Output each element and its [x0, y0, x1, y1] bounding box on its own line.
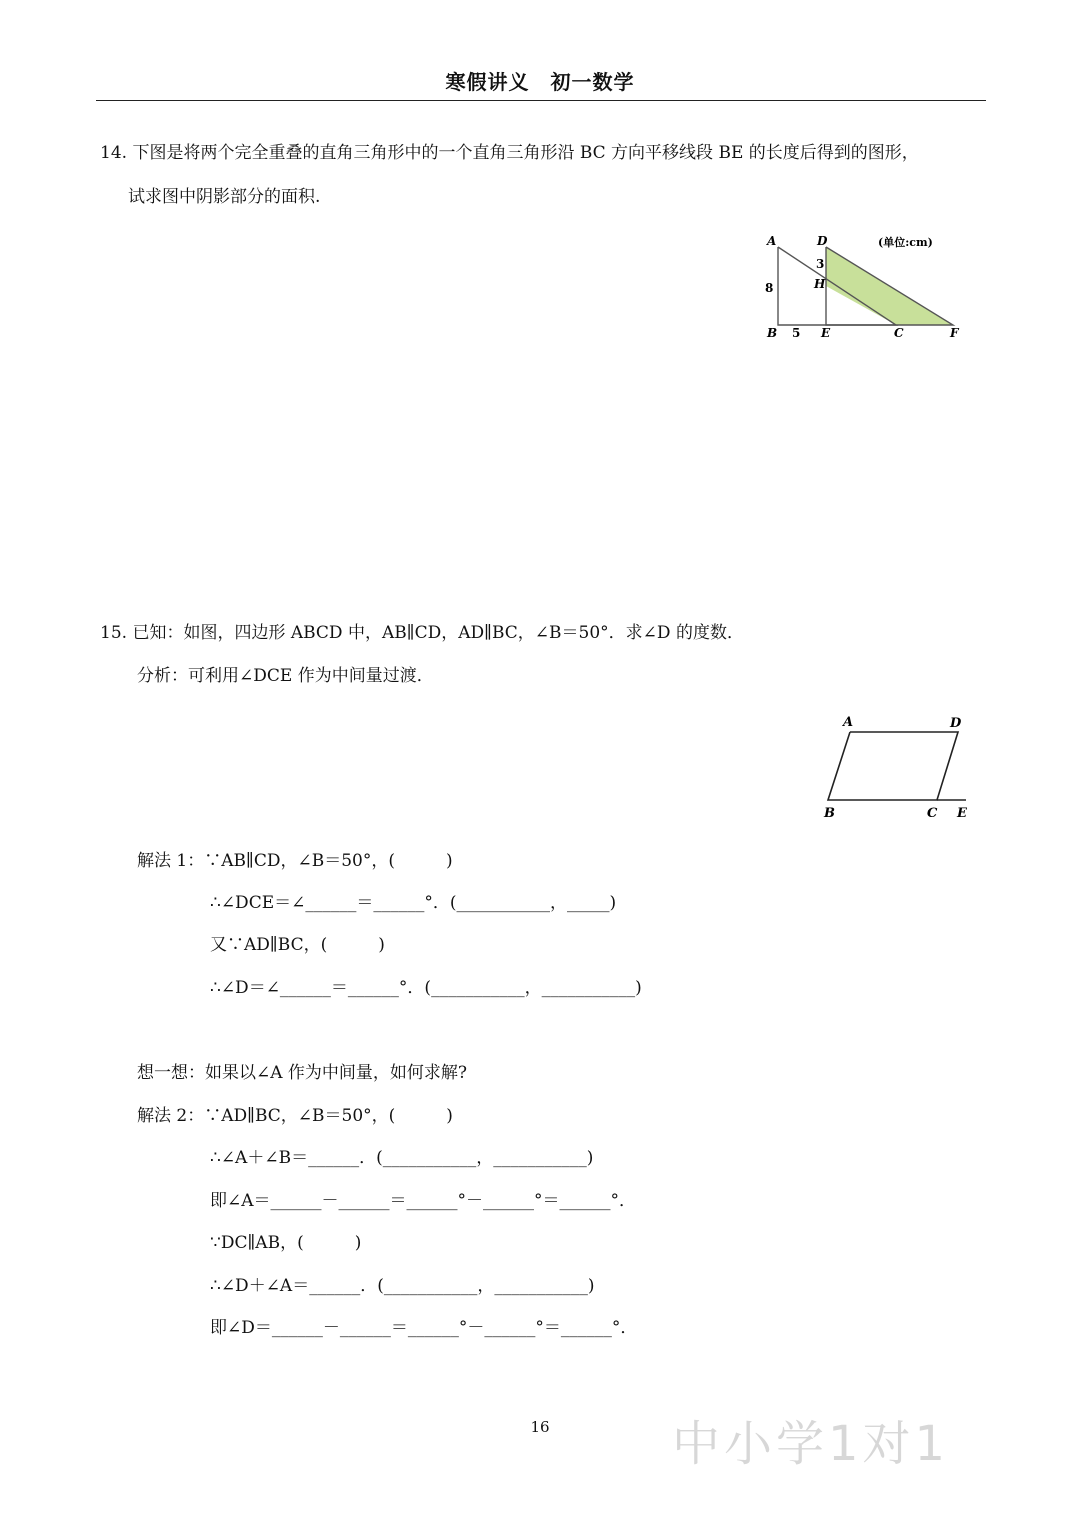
label-E: E	[957, 806, 967, 821]
page-header-title: 寒假讲义 初一数学	[445, 70, 635, 94]
q14-text-line1: 14. 下图是将两个完全重叠的直角三角形中的一个直角三角形沿 BC 方向平移线段 BE 的长度后得到的图形，	[100, 143, 919, 163]
label-B: B	[767, 326, 778, 340]
q14-text-line2: 试求图中阴影部分的面积.	[128, 187, 321, 207]
think-prompt: 想一想：如果以∠A 作为中间量，如何求解?	[137, 1063, 468, 1083]
q14-triangle-figure	[758, 228, 978, 348]
method1-line1: 解法 1：∵AB∥CD，∠B＝50°，( )	[137, 851, 453, 871]
watermark: 中小学1对1	[672, 1416, 950, 1472]
method2-line4: ∵DC∥AB，( )	[210, 1233, 362, 1253]
parallelogram-abcd	[828, 732, 958, 800]
method2-line2: ∴∠A＋∠B＝______．(___________，___________)	[210, 1148, 594, 1168]
q15-parallelogram-figure	[818, 710, 978, 822]
label-dh-length: 3	[816, 257, 825, 271]
q15-text-line1: 15. 已知：如图，四边形 ABCD 中，AB∥CD，AD∥BC，∠B＝50°．求∠D 的度数．	[100, 623, 744, 643]
label-E: E	[821, 326, 831, 340]
method1-line2: ∴∠DCE＝∠______＝______°．(___________，_____)	[210, 893, 617, 913]
label-F: F	[950, 326, 959, 340]
method2-line3: 即∠A＝______－______＝______°－______°＝______°．	[210, 1191, 637, 1211]
label-H: H	[814, 277, 826, 291]
label-C: C	[894, 326, 904, 340]
label-B: B	[824, 806, 835, 821]
method2-line1: 解法 2：∵AD∥BC，∠B＝50°，( )	[137, 1106, 453, 1126]
header-divider	[96, 100, 986, 101]
label-D: D	[950, 716, 962, 731]
label-ab-length: 8	[765, 281, 774, 295]
page-number: 16	[530, 1418, 550, 1436]
method2-line5: ∴∠D＋∠A＝______．(___________，___________)	[210, 1276, 595, 1296]
label-A: A	[767, 234, 777, 248]
label-A: A	[843, 715, 854, 730]
method1-line3: 又∵AD∥BC，( )	[210, 935, 385, 955]
label-unit: (单位:cm)	[878, 236, 933, 249]
q15-analysis: 分析：可利用∠DCE 作为中间量过渡．	[137, 666, 434, 686]
label-C: C	[927, 806, 938, 821]
label-be-length: 5	[792, 326, 801, 340]
method2-line6: 即∠D＝______－______＝______°－______°＝______°．	[210, 1318, 638, 1338]
label-D: D	[817, 234, 828, 248]
method1-line4: ∴∠D＝∠______＝______°．(___________，___________)	[210, 978, 642, 998]
